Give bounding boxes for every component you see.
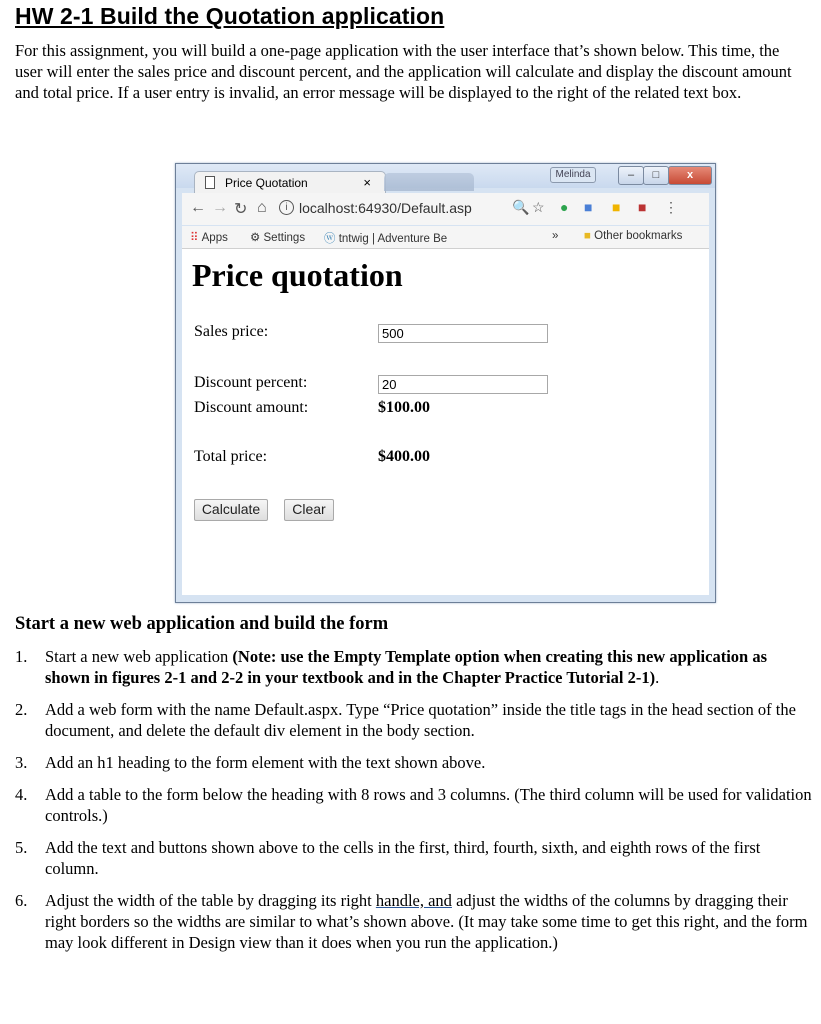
step-text: Add a web form with the name Default.aspx. Type “Price quotation” inside the title tags in the head section of the document, and delete the default div element in the body section. [45, 700, 796, 740]
list-item [15, 784, 815, 826]
bookmarks-overflow-icon[interactable]: » [552, 230, 559, 242]
step-number: 1. [15, 647, 28, 666]
step-text: Adjust the width of the table by dragging its right [45, 891, 376, 910]
list-item [15, 837, 815, 879]
minimize-button[interactable]: – [618, 166, 644, 185]
step-number: 4. [15, 785, 28, 804]
steps-list [15, 646, 815, 964]
menu-kebab-icon[interactable]: ⋮ [664, 199, 678, 215]
browser-screenshot [175, 163, 716, 603]
clear-button[interactable]: Clear [284, 499, 334, 521]
discount-percent-input[interactable]: 20 [378, 375, 548, 394]
list-item [15, 699, 815, 741]
back-arrow-icon[interactable]: ← [190, 199, 206, 216]
extension-red-icon[interactable]: ■ [638, 199, 647, 215]
home-icon[interactable]: ⌂ [257, 199, 267, 216]
address-bar[interactable]: localhost:64930/Default.asp [299, 200, 472, 216]
page-content [182, 249, 709, 595]
forward-arrow-icon[interactable]: → [212, 199, 228, 216]
step-number: 2. [15, 700, 28, 719]
step-text: Add an h1 heading to the form element with the text shown above. [45, 753, 486, 772]
tab-close-icon[interactable]: × [363, 175, 371, 190]
wordpress-icon: ⓦ [324, 233, 336, 245]
sales-price-input[interactable]: 500 [378, 324, 548, 343]
folder-icon: ■ [584, 230, 591, 242]
bookmark-tntwig[interactable] [324, 230, 447, 246]
discount-amount-value: $100.00 [378, 399, 430, 416]
list-item [15, 646, 815, 688]
step-text: Start a new web application [45, 647, 233, 666]
maximize-button[interactable]: □ [643, 166, 669, 185]
zoom-icon[interactable]: 🔍 [512, 199, 530, 215]
step-text: Add a table to the form below the heading with 8 rows and 3 columns. (The third column will be used for validation controls.) [45, 785, 812, 825]
total-price-value: $400.00 [378, 448, 430, 465]
bookmark-other-label: Other bookmarks [594, 230, 683, 242]
step-text: Add the text and buttons shown above to the cells in the first, third, fourth, sixth, and eighth rows of the first column. [45, 838, 761, 878]
window-close-button[interactable]: x [668, 166, 712, 185]
blurred-tab[interactable] [384, 173, 474, 191]
bookmark-apps[interactable] [190, 230, 228, 244]
info-icon[interactable]: i [279, 200, 294, 215]
browser-toolbar [182, 193, 709, 225]
bookmarks-bar [182, 226, 709, 249]
bookmark-other[interactable] [584, 230, 682, 242]
star-icon[interactable]: ☆ [532, 199, 545, 215]
total-price-label: Total price: [194, 448, 268, 465]
step-underlined-text: handle, and [375, 891, 452, 910]
page-heading: Price quotation [192, 257, 403, 293]
gear-icon: ⚙ [250, 232, 261, 244]
intro-paragraph: For this assignment, you will build a one-page application with the user interface that’s shown below. This time, the user will enter the sales price and discount percent, and the application will calculate and display the discount amount and total price. If a user entry is invalid, an error message will be displayed to the right of the related text box. [15, 41, 792, 102]
page-icon [205, 176, 215, 189]
apps-grid-icon: ⠿ [190, 232, 199, 244]
list-item [15, 890, 815, 953]
step-bold-note: (Note: use the Empty Template option when creating this new application as shown in figures 2-1 and 2-2 in your textbook and in the Chapter Practice Tutorial 2-1) [45, 647, 767, 687]
step-end: . [655, 668, 660, 687]
step-number: 6. [15, 891, 28, 910]
extension-blue-icon[interactable]: ■ [584, 199, 593, 215]
list-item [15, 752, 815, 773]
bookmark-apps-label: Apps [201, 232, 228, 244]
discount-percent-label: Discount percent: [194, 374, 308, 391]
extension-yellow-icon[interactable]: ■ [612, 199, 621, 215]
step-text-cont: adjust the widths of the columns by dragging their right borders so the widths are similar to what’s shown above. (It may take some time to get this right, and the form may look different in Design view than it does when you run the application.) [45, 891, 808, 952]
bookmark-settings[interactable] [250, 230, 305, 244]
assignment-title: HW 2-1 Build the Quotation application [15, 3, 445, 29]
sales-price-label: Sales price: [194, 323, 269, 340]
section-heading: Start a new web application and build the form [15, 614, 389, 634]
extension-green-icon[interactable]: ● [560, 199, 569, 215]
reload-icon[interactable]: ↻ [234, 201, 248, 218]
bookmark-tntwig-label: tntwig | Adventure Be [338, 233, 448, 245]
calculate-button[interactable]: Calculate [194, 499, 268, 521]
tab-title: Price Quotation [225, 176, 308, 190]
discount-amount-label: Discount amount: [194, 399, 309, 416]
bookmark-settings-label: Settings [263, 232, 306, 244]
browser-titlebar [176, 164, 715, 188]
step-number: 5. [15, 838, 28, 857]
browser-tab[interactable] [194, 171, 386, 194]
step-number: 3. [15, 753, 28, 772]
user-profile-chip[interactable]: Melinda [550, 167, 596, 183]
